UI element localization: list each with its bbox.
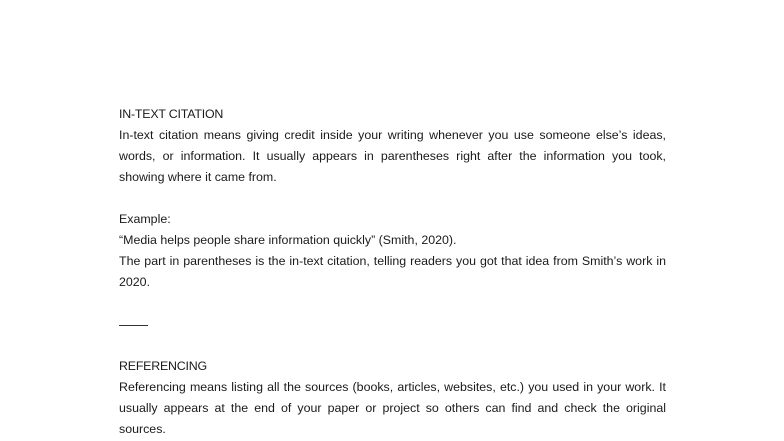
blank-line bbox=[119, 335, 666, 356]
section-heading-referencing: REFERENCING bbox=[119, 359, 207, 373]
example-explanation: The part in parentheses is the in-text citation, telling readers you got that idea from Smith’s work in 2020. bbox=[119, 254, 666, 289]
referencing-definition: Referencing means listing all the sources (books, articles, websites, etc.) you used in your work. It usually appears at the end of your paper or project so others can find and check the original sources. bbox=[119, 380, 666, 436]
document-body bbox=[119, 104, 666, 440]
blank-line bbox=[119, 188, 666, 209]
in-text-citation-section bbox=[119, 104, 666, 293]
section-heading-in-text-citation: IN-TEXT CITATION bbox=[119, 107, 224, 121]
referencing-section bbox=[119, 356, 666, 440]
section-divider bbox=[119, 325, 148, 326]
in-text-citation-definition: In-text citation means giving credit inside your writing whenever you use someone else’s ideas, words, or information. It usually appears in parentheses right after the information you took, showing where it came from. bbox=[119, 128, 666, 184]
example-quote: “Media helps people share information quickly” (Smith, 2020). bbox=[119, 233, 457, 247]
blank-line bbox=[119, 293, 666, 314]
example-label: Example: bbox=[119, 212, 171, 226]
